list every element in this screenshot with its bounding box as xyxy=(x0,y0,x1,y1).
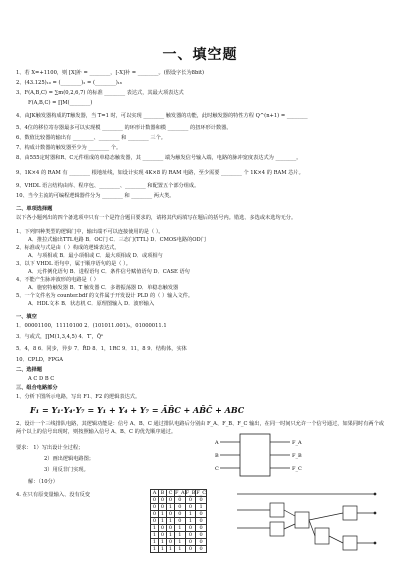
fill-q10: 10、当今主流的可编程逻辑器件分为 ________ 和 ________ 两大类。 xyxy=(16,193,175,199)
sel-q5-options: A．HDL文本 B．状态机 C．原理图输入 D．波形输入 xyxy=(28,301,155,307)
cell: 0 xyxy=(185,546,196,553)
cell: 0 xyxy=(151,497,159,504)
table-row xyxy=(151,511,207,518)
fill-q9: 9、1K×4 的 RAM 有 ________ 根地址线，如设计实现 4K×8 的 RAM 电路，至少需要 ________ 个 1K×4 的 RAM 芯片。 xyxy=(16,170,304,176)
circuit-heading: 三、组合电路部分 xyxy=(16,385,58,391)
th-fb: F_B xyxy=(185,490,196,496)
cell: 0 xyxy=(159,532,167,539)
cell: 1 xyxy=(167,504,175,511)
cell: 1 xyxy=(185,511,196,518)
th-c: C xyxy=(167,490,175,497)
cell: 0 xyxy=(167,539,175,546)
cell: 1 xyxy=(175,546,186,553)
cell: 0 xyxy=(196,511,207,518)
cell: 0 xyxy=(196,539,207,546)
cell: 0 xyxy=(167,511,175,518)
cell: 0 xyxy=(167,497,175,504)
cell: 1 xyxy=(175,532,186,539)
box-label-fb: F_B xyxy=(292,453,302,459)
cell: 1 xyxy=(151,525,159,532)
solution-label: 解：（10分） xyxy=(28,479,58,485)
cell: 1 xyxy=(196,504,207,511)
table-row xyxy=(151,539,207,546)
cell: 0 xyxy=(196,546,207,553)
cell: 0 xyxy=(196,518,207,525)
fill-q8: 8、由555定时器和R、C元件组成的单稳态触发器，其 ________ 端为触发信号输入端，电路的脉冲宽度表达式为 ________。 xyxy=(16,155,302,161)
cell: 0 xyxy=(159,504,167,511)
box-label-fc: F_C xyxy=(292,466,302,472)
table-row xyxy=(151,546,207,553)
cell: 1 xyxy=(175,539,186,546)
table-row xyxy=(151,525,207,532)
requirement-2: 2）画出逻辑电路图； xyxy=(44,456,94,462)
cell: 0 xyxy=(151,511,159,518)
cell: 0 xyxy=(151,504,159,511)
cell: 1 xyxy=(167,518,175,525)
fill-q5: 5、4位的移位寄存器最多可以实现模 ________ 的环形计数器和模 ________ 的扭环形计数器。 xyxy=(16,125,232,131)
answer-3: 3．与或式，∏M(1,3,4,5) 4．T′，Q̄ⁿ xyxy=(16,334,104,340)
fill-q3b: F(A,B,C) = ∏M(________) xyxy=(28,100,93,106)
fill-q4: 4、由JK触发器构成的T触发器，当 T=1 时，可以实现 ________ 触发器的功能，此时触发器的特性方程 Q^(n+1) = ________ xyxy=(16,113,308,119)
cell: 0 xyxy=(196,525,207,532)
th-b: B xyxy=(159,490,167,497)
sel-q1: 1、下列四种类型的逻辑门中，输出端不可以连接使用的是（ ）。 xyxy=(16,229,164,235)
fill-q7: 7、构成计数器的触发器至少为 ________ 个。 xyxy=(16,145,122,151)
cell: 1 xyxy=(159,546,167,553)
box-label-a: A xyxy=(215,440,219,446)
cell: 1 xyxy=(159,518,167,525)
cell: 1 xyxy=(159,511,167,518)
table-row xyxy=(151,518,207,525)
cell: 0 xyxy=(159,525,167,532)
box-label-c: C xyxy=(215,466,219,472)
logic-gate-diagram xyxy=(235,488,385,563)
cell: 1 xyxy=(159,539,167,546)
cell: 1 xyxy=(185,518,196,525)
question-4: 4. 在只有原变量输入、没有反变 xyxy=(16,492,91,498)
cell: 0 xyxy=(175,518,186,525)
requirement-3: 3）用反非门实现。 xyxy=(44,467,89,473)
queue-circuit-block xyxy=(215,430,325,480)
answer-formula: F₁ = Y₁·Y₄·Y₇ = Y₁ + Y₄ + Y₇ = ĀB̄C + AB̄C̄ + ABC xyxy=(30,405,245,415)
cell: 1 xyxy=(151,532,159,539)
cell: 0 xyxy=(175,511,186,518)
fill-q1: 1、若 X=+1100，则 [X]补 = ________，[-X]补 = ________。(假设字长为8bit) xyxy=(16,70,205,76)
section2-instructions: 以下各小题列出的四个备选项中只有一个是符合题目要求的，请将其代码填写在题后的括号内。错选、多选或未选均无分。 xyxy=(16,215,297,221)
cell: 0 xyxy=(185,539,196,546)
fill-q2: 2、(43.125)₁₀ = (________)₂ = (________)₁₆ xyxy=(16,80,122,86)
sel-q5: 5、一个文件名为 counter.bdf 的文件属于开发设计 PLD 的（ ）输入文件。 xyxy=(16,293,194,299)
cell: 0 xyxy=(167,525,175,532)
cell: 0 xyxy=(185,497,196,504)
th-fc: F_C xyxy=(196,490,207,496)
table-row xyxy=(151,497,207,504)
circuit-q1: 1、分析下图所示电路，写出 F1、F2 的逻辑表达式。 xyxy=(16,394,141,400)
fill-q3: 3、F(A,B,C) = ∑m(0,2,6,7) 的标准 ________ 表达式，其最大项表达式 xyxy=(16,90,184,96)
cell: 0 xyxy=(175,504,186,511)
answer-5: 5．4，8 6．同步，异步 7．R̄D 8．1，1RC 9．11，8 9．结构体，实体 xyxy=(16,346,187,352)
sel-q4: 4、不能产生脉冲波形的电路是（ ） xyxy=(16,277,99,283)
select-answers: A C D B C xyxy=(28,376,55,382)
table-row xyxy=(151,504,207,511)
cell: 1 xyxy=(167,546,175,553)
cell: 0 xyxy=(159,497,167,504)
sel-q2: 2、标准或与式是由（ ）构成的逻辑表达式。 xyxy=(16,245,120,251)
cell: 0 xyxy=(151,518,159,525)
cell: 1 xyxy=(175,525,186,532)
sel-q4-options: A．施密特触发器 B．T 触发器 C．多谐振荡器 D．单稳态触发器 xyxy=(28,285,179,291)
sel-q2-options: A．与项相或 B．最小项相或 C．最大项相或 D．或项相与 xyxy=(28,253,163,259)
cell: 0 xyxy=(196,532,207,539)
truth-table-header xyxy=(151,490,207,497)
sel-q3-options: A．元件例化语句 B．进程语句 C．条件信号赋值语句 D．CASE 语句 xyxy=(28,269,190,275)
page-title: 一、填空题 xyxy=(162,47,238,63)
table-row xyxy=(151,532,207,539)
cell: 1 xyxy=(167,532,175,539)
sel-q1-options: A．推拉式输出TTL电路 B．OC门 C．三态门(TTL) D．CMOS电路的OD门 xyxy=(28,237,206,243)
cell: 1 xyxy=(151,546,159,553)
fill-q6: 6、数值比较器的输出有 ________、________ 和 ________ 三个。 xyxy=(16,135,166,141)
th-a: A xyxy=(151,490,159,497)
cell: 0 xyxy=(185,504,196,511)
box-label-b: B xyxy=(215,453,219,459)
cell: 0 xyxy=(185,532,196,539)
box-label-fa: F_A xyxy=(292,440,302,446)
cell: 0 xyxy=(175,497,186,504)
cell: 0 xyxy=(196,497,207,504)
cell: 1 xyxy=(151,539,159,546)
select-answer-heading: 二、选择题 xyxy=(16,367,42,373)
answer-1: 1．00001100，11110100 2．(101011.001)₂，01000011.1 xyxy=(16,323,167,329)
answer-10: 10．CPLD，FPGA xyxy=(16,357,64,363)
sel-q3: 3、以下 VHDL 语句中，属于顺序语句的是（ ）。 xyxy=(16,261,131,267)
cell: 0 xyxy=(185,525,196,532)
section2-heading: 二、单项选择题 xyxy=(16,206,53,212)
requirement-1: 要求： 1）写出设计全过程； xyxy=(16,445,84,451)
answer-heading: 一、填空 xyxy=(16,314,37,320)
circuit-q2: 2、设计一个三线排队电路，其逻辑功能是：信号 A、B、C 通过排队电路后分别由 F_A、F_B、F_C 输出，在同一时间只允许一个信号通过，如果同时有两个或两个以上的信号出现时，则按照输入信号 A、B、C 的优先顺序通过。 xyxy=(16,421,384,435)
fill-q9b: 9、VHDL 语言结构由库、程序包、________、________ 和配置五个部分组成。 xyxy=(16,183,200,189)
th-fa: F_A xyxy=(175,490,185,496)
truth-table xyxy=(150,489,207,553)
